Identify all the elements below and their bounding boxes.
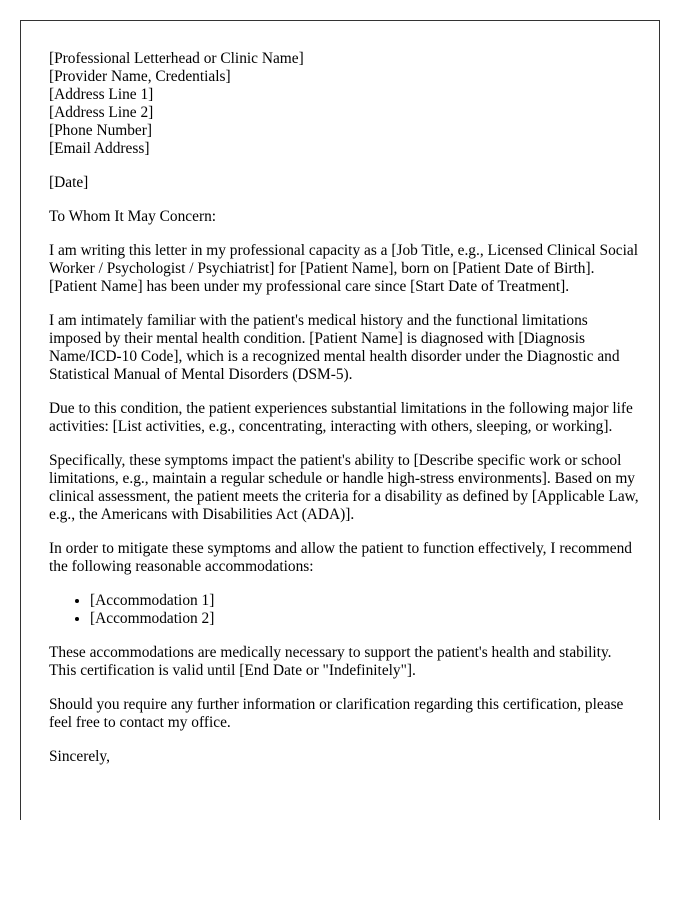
clinic-name: [Professional Letterhead or Clinic Name] xyxy=(49,50,304,67)
paragraph-recommendation: In order to mitigate these symptoms and allow the patient to function effectively, I recommend the following reasonable accommodations: xyxy=(49,540,632,575)
address-line-2: [Address Line 2] xyxy=(49,104,154,121)
letter-body xyxy=(49,50,639,782)
provider-name: [Provider Name, Credentials] xyxy=(49,68,231,85)
paragraph-contact: Should you require any further information or clarification regarding this certification, please feel free to contact my office. xyxy=(49,696,624,731)
letter-page xyxy=(20,20,660,820)
email-address: [Email Address] xyxy=(49,140,150,157)
accommodations-list xyxy=(49,592,639,628)
signoff: Sincerely, xyxy=(49,748,110,765)
paragraph-limitations: Due to this condition, the patient experiences substantial limitations in the following major life activities: [List activities, e.g., concentrating, interacting with others, sleeping, or working]. xyxy=(49,400,633,435)
address-line-1: [Address Line 1] xyxy=(49,86,154,103)
letterhead xyxy=(49,50,639,158)
paragraph-diagnosis: I am intimately familiar with the patient's medical history and the functional limitations imposed by their mental health condition. [Patient Name] is diagnosed with [Diagnosis Name/ICD-10 Code], which is a recognized mental health disorder under the Diagnostic and Statistical Manual of Mental Disorders (DSM-5). xyxy=(49,312,620,383)
salutation: To Whom It May Concern: xyxy=(49,208,217,225)
list-item: • [Accommodation 1] xyxy=(90,592,639,610)
paragraph-necessity: These accommodations are medically necessary to support the patient's health and stability. This certification is valid until [End Date or "Indefinitely"]. xyxy=(49,644,612,679)
list-item: • [Accommodation 2] xyxy=(90,610,639,628)
paragraph-impact: Specifically, these symptoms impact the patient's ability to [Describe specific work or school limitations, e.g., maintain a regular schedule or handle high-stress environments]. Based on my clinical assessment, the patient meets the criteria for a disability as defined by [Applicable Law, e.g., the Americans with Disabilities Act (ADA)]. xyxy=(49,452,639,523)
phone-number: [Phone Number] xyxy=(49,122,153,139)
letter-date: [Date] xyxy=(49,174,89,191)
paragraph-intro: I am writing this letter in my professional capacity as a [Job Title, e.g., Licensed Clinical Social Worker / Psychologist / Psychiatrist] for [Patient Name], born on [Patient Date of Birth]. [Patient Name] has been under my professional care since [Start Date of Treatment]. xyxy=(49,242,638,295)
